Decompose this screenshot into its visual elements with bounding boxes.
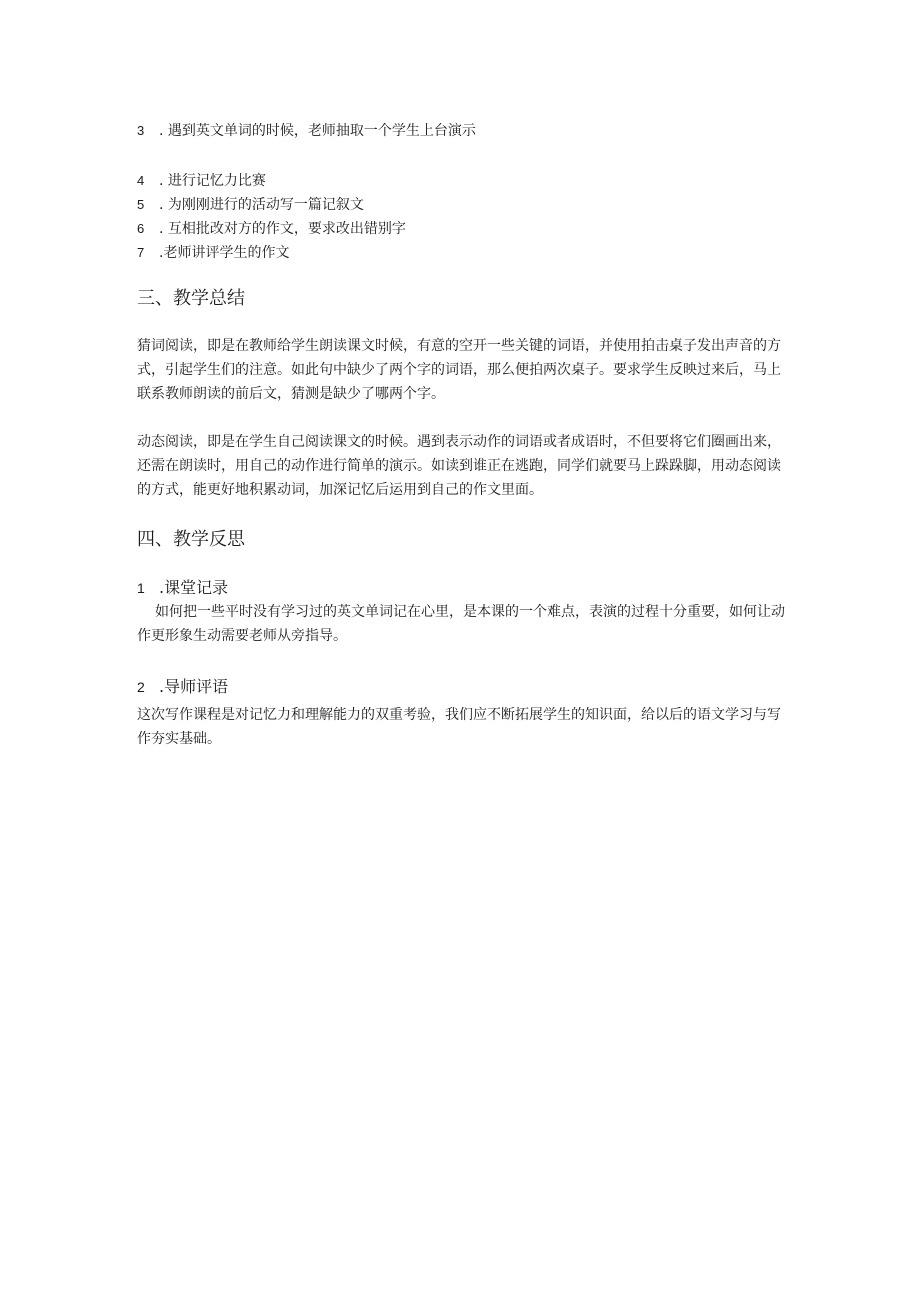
summary-paragraph-guess-reading: 猜词阅读，即是在教师给学生朗读课文时候，有意的空开一些关键的词语，并使用拍击桌子发出声音的方式，引起学生们的注意。如此句中缺少了两个字的词语，那么便拍两次桌子。要求学生反映过来后，马上联系教师朗读的前后文，猜测是缺少了哪两个字。 [137,338,781,402]
list-number: 7 [137,245,145,260]
list-item-step-5 [137,196,364,214]
list-number: 6 [137,221,145,236]
list-text: . 为刚刚进行的活动写一篇记叙文 [159,197,364,213]
list-text: . 遇到英文单词的时候，老师抽取一个学生上台演示 [159,123,476,139]
sub-heading-class-record [137,578,228,598]
sub-heading-number: 1 [137,580,145,596]
summary-paragraph-dynamic-reading: 动态阅读，即是在学生自己阅读课文的时候。遇到表示动作的词语或者成语时，不但要将它们圈画出来，还需在朗读时，用自己的动作进行简单的演示。如读到谁正在逃跑，同学们就要马上跺跺脚，用动态阅读的方式，能更好地积累动词，加深记忆后运用到自己的作文里面。 [137,434,781,498]
list-text: .老师讲评学生的作文 [159,245,290,261]
sub-heading-tutor-comment [137,677,228,697]
list-item-step-3 [137,122,476,140]
section-heading-reflection: 四、教学反思 [137,529,245,550]
list-item-step-7 [137,244,289,262]
sub-heading-title: .导师评语 [159,677,229,696]
list-item-step-6 [137,220,406,238]
list-number: 3 [137,123,145,138]
list-number: 5 [137,197,145,212]
list-text: . 互相批改对方的作文，要求改出错别字 [159,221,406,237]
list-item-step-4 [137,172,266,190]
sub-heading-title: .课堂记录 [159,578,229,597]
tutor-comment-paragraph: 这次写作课程是对记忆力和理解能力的双重考验，我们应不断拓展学生的知识面，给以后的语文学习与写作夯实基础。 [137,707,781,747]
class-record-paragraph: 如何把一些平时没有学习过的英文单词记在心里，是本课的一个难点，表演的过程十分重要，如何让动作更形象生动需要老师从旁指导。 [137,604,785,644]
sub-heading-number: 2 [137,679,145,695]
list-number: 4 [137,173,145,188]
list-text: . 进行记忆力比赛 [159,173,266,189]
section-heading-summary: 三、教学总结 [137,288,245,309]
